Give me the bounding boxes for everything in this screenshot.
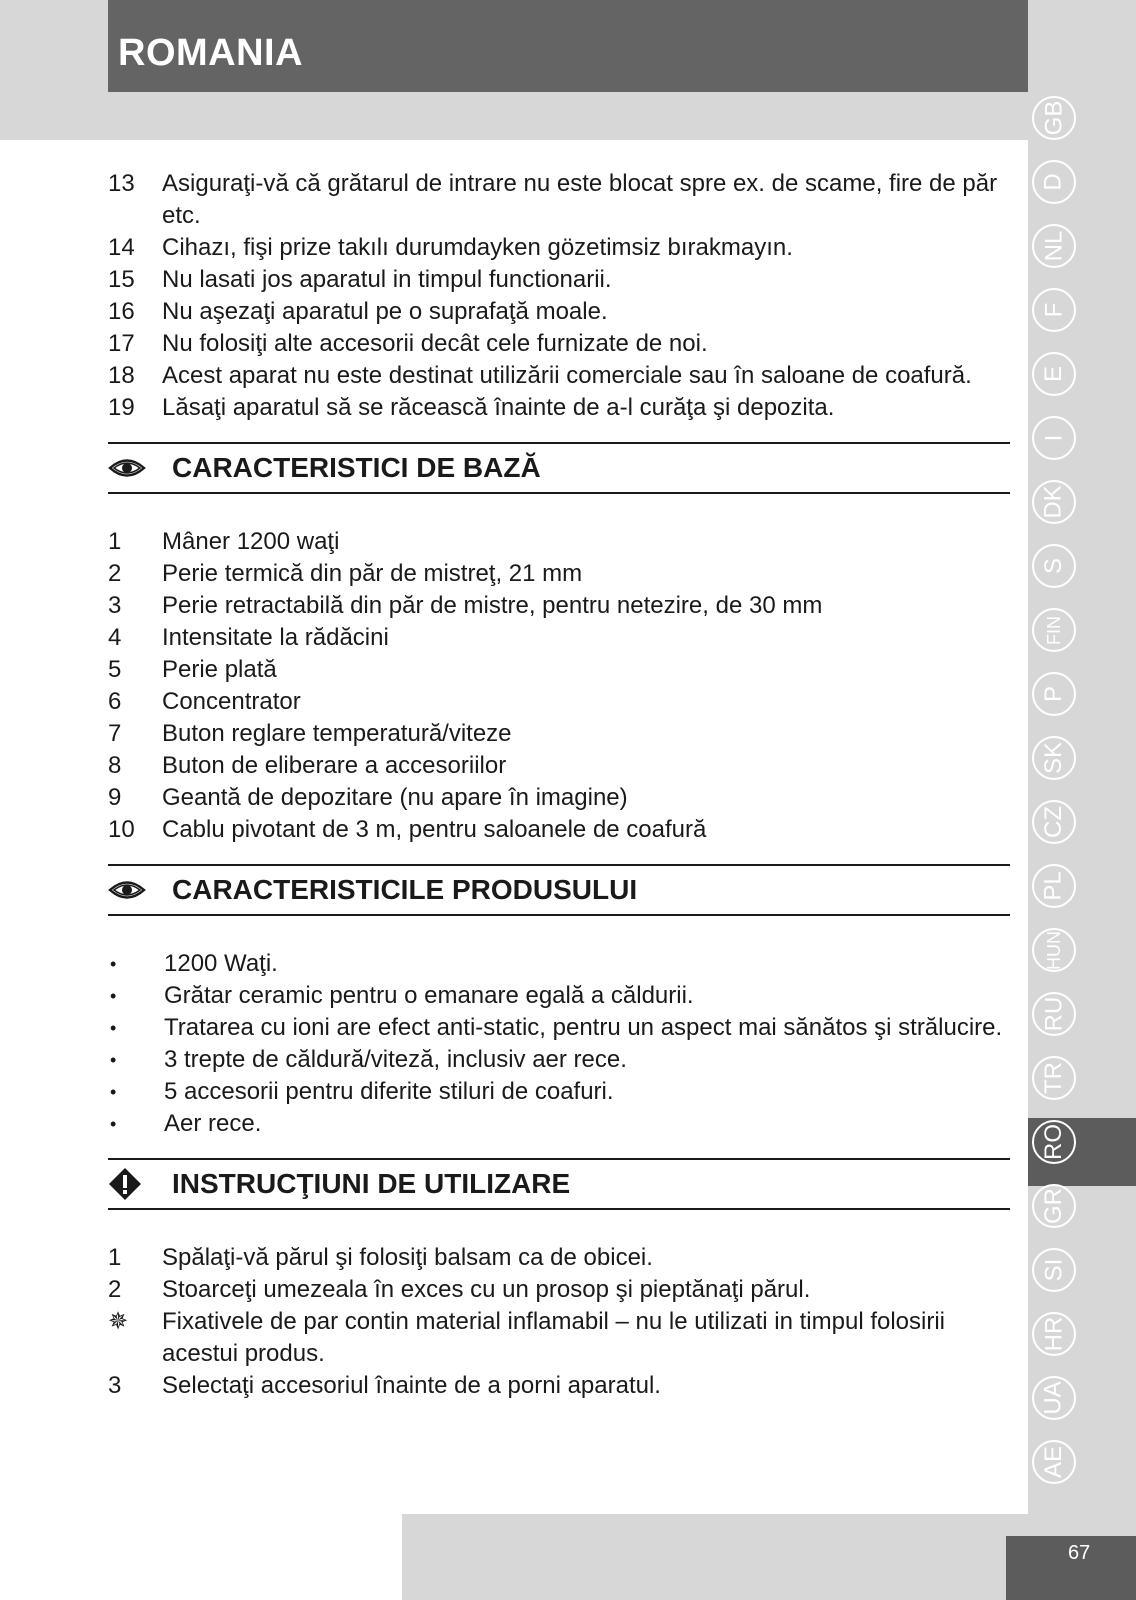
item-number: 7 [108,720,122,747]
list-item [108,232,1010,264]
eye-icon [108,453,148,483]
item-text: Stoarceţi umezeala în exces cu un prosop şi pieptănaţi părul. [162,1276,811,1303]
language-tab-dk[interactable] [1032,480,1076,524]
language-tab-d[interactable] [1032,160,1076,204]
item-text: Mâner 1200 waţi [162,528,340,555]
list-item [108,686,1010,718]
language-code: GR [1040,1188,1067,1224]
item-text: Grătar ceramic pentru o emanare egală a căldurii. [164,982,694,1009]
item-number: 1 [108,1244,122,1271]
language-tab-p[interactable] [1032,672,1076,716]
bullet-icon: • [110,1050,117,1070]
list-item [108,558,1010,590]
language-code: NL [1040,230,1067,262]
list-item [108,750,1010,782]
language-tab-s[interactable] [1032,544,1076,588]
language-tab-e[interactable] [1032,352,1076,396]
list-item [108,296,1010,328]
list-item [108,654,1010,686]
item-text: Acest aparat nu este destinat utilizării comerciale sau în saloane de coafură. [162,362,972,389]
page-title: ROMANIA [118,32,304,74]
item-text: Geantă de depozitare (nu apare în imagine) [162,784,628,811]
bullet-icon: • [110,1114,117,1134]
bullet-icon: • [110,1082,117,1102]
list-item [108,718,1010,750]
basic-features-list [108,526,1010,846]
language-tab-i[interactable] [1032,416,1076,460]
language-code: CZ [1040,806,1067,838]
language-code: UA [1040,1381,1067,1415]
list-item [108,526,1010,558]
item-number: 13 [108,170,135,197]
item-text: Perie termică din păr de mistreţ, 21 mm [162,560,583,587]
product-features-list [108,948,1010,1140]
list-item [108,590,1010,622]
list-item [108,264,1010,296]
list-item [108,1306,1010,1370]
item-number: 6 [108,688,122,715]
safety-list [108,168,1010,424]
section-title: INSTRUCŢIUNI DE UTILIZARE [172,1168,571,1199]
item-text: 5 accesorii pentru diferite stiluri de coafuri. [164,1078,614,1105]
section-title: CARACTERISTICI DE BAZĂ [172,452,541,483]
language-code: DK [1040,485,1067,519]
language-code: HR [1039,1316,1067,1352]
list-item [108,168,1010,232]
list-item [108,980,1010,1012]
item-text: 1200 Waţi. [164,950,278,977]
item-text: Concentrator [162,688,301,715]
item-number: 5 [108,656,122,683]
item-text: Tratarea cu ioni are efect anti-static, pentru un aspect mai sănătos şi strălucire. [164,1014,1003,1041]
language-code: D [1040,173,1067,191]
item-number: 2 [108,1276,122,1303]
section-header-product-features [108,864,1010,916]
language-code: F [1039,302,1067,318]
language-tab-ru[interactable] [1032,992,1076,1036]
list-item [108,948,1010,980]
item-text: Perie plată [162,656,277,683]
warning-icon [108,1169,148,1199]
item-number: 15 [108,266,135,293]
list-item [108,1108,1010,1140]
list-item [108,1274,1010,1306]
list-item [108,328,1010,360]
list-item [108,1012,1010,1044]
item-number: 14 [108,234,135,261]
item-text: Asiguraţi-vă că grătarul de intrare nu este blocat spre ex. de scame, fire de păr etc. [162,170,998,229]
section-header-basic-features [108,442,1010,494]
item-text: Buton de eliberare a accesoriilor [162,752,507,779]
bullet-icon: • [110,1018,117,1038]
language-tab-ro[interactable] [1032,1120,1076,1164]
language-tab-si[interactable] [1032,1248,1076,1292]
language-tab-ae[interactable] [1032,1440,1076,1484]
item-text: Lăsaţi aparatul să se răcească înainte de a-l curăţa şi depozita. [162,394,835,421]
language-tab-gr[interactable] [1032,1184,1076,1228]
list-item [108,1242,1010,1274]
list-item [108,622,1010,654]
language-code: RO [1040,1124,1067,1160]
item-number: 16 [108,298,135,325]
item-text: Nu folosiţi alte accesorii decât cele furnizate de noi. [162,330,708,357]
language-tab-tr[interactable] [1032,1056,1076,1100]
language-tab-hun[interactable] [1032,928,1076,972]
item-text: Nu aşezaţi aparatul pe o suprafaţă moale. [162,298,608,325]
language-code: RU [1039,996,1067,1032]
eye-icon [108,875,148,905]
item-text: Nu lasati jos aparatul in timpul functionarii. [162,266,612,293]
list-item [108,1044,1010,1076]
list-item [108,782,1010,814]
list-item [108,392,1010,424]
item-number: 17 [108,330,135,357]
language-tab-pl[interactable] [1032,864,1076,908]
item-text: Cablu pivotant de 3 m, pentru saloanele de coafură [162,816,707,843]
language-tab-ua[interactable] [1032,1376,1076,1420]
item-number: 1 [108,528,122,555]
language-tab-nl[interactable] [1032,224,1076,268]
item-number: 18 [108,362,135,389]
item-number: 4 [108,624,122,651]
item-text: Buton reglare temperatură/viteze [162,720,512,747]
footer-band [402,1514,1028,1600]
section-header-instructions [108,1158,1010,1210]
item-text: Perie retractabilă din păr de mistre, pentru netezire, de 30 mm [162,592,823,619]
language-code: I [1039,434,1067,442]
language-code: P [1039,685,1067,703]
section-title: CARACTERISTICILE PRODUSULUI [172,874,638,905]
instructions-list [108,1242,1010,1402]
bullet-icon: • [110,986,117,1006]
item-number: 3 [108,592,122,619]
page-number: 67 [1068,1542,1091,1564]
item-number: 3 [108,1372,122,1399]
language-code: HUN [1043,930,1064,970]
item-number: 2 [108,560,122,587]
language-code: FIN [1043,615,1064,645]
list-item [108,1370,1010,1402]
item-text: 3 trepte de căldură/viteză, inclusiv aer rece. [164,1046,627,1073]
language-tab-hr[interactable] [1032,1312,1076,1356]
item-text: Intensitate la rădăcini [162,624,389,651]
item-text: Cihazı, fişi prize takılı durumdayken gözetimsiz bırakmayın. [162,234,793,261]
language-code: TR [1040,1062,1067,1094]
list-item [108,1076,1010,1108]
language-code: SK [1039,741,1067,775]
language-tab-sk[interactable] [1032,736,1076,780]
language-code: S [1039,557,1067,575]
item-text: Fixativele de par contin material inflamabil – nu le utilizati in timpul folosirii acestui produs. [162,1308,946,1367]
item-number: 19 [108,394,135,421]
language-tab-f[interactable] [1032,288,1076,332]
language-code: SI [1040,1258,1067,1282]
language-tab-fin[interactable] [1032,608,1076,652]
item-text: Spălaţi-vă părul şi folosiţi balsam ca de obicei. [162,1244,653,1271]
item-text: Selectaţi accesoriul înainte de a porni aparatul. [162,1372,661,1399]
item-number: 9 [108,784,122,811]
language-code: E [1039,365,1067,383]
language-code: GB [1040,100,1067,136]
language-code: AE [1039,1445,1067,1479]
bullet-icon: • [110,954,117,974]
document-content [108,168,1010,1402]
item-text: Aer rece. [164,1110,262,1137]
language-tab-gb[interactable] [1032,96,1076,140]
language-tab-cz[interactable] [1032,800,1076,844]
item-number: 10 [108,816,135,843]
list-item [108,360,1010,392]
language-code: PL [1039,871,1067,901]
list-item [108,814,1010,846]
item-number: ✵ [108,1308,129,1335]
item-number: 8 [108,752,122,779]
